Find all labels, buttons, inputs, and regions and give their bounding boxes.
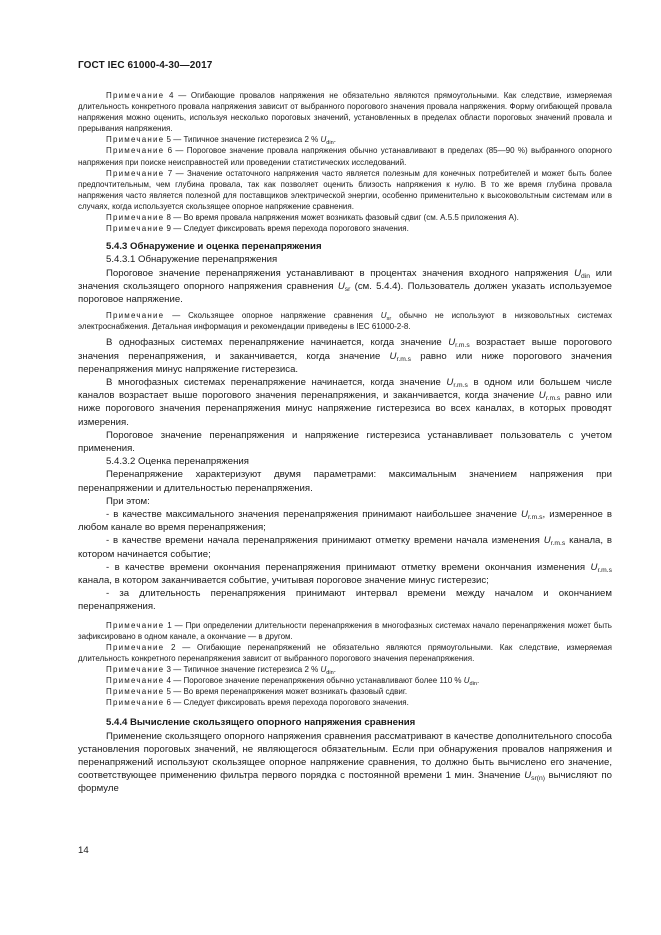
symbol-u: U (543, 535, 551, 547)
note-label: Примечание (106, 665, 165, 675)
symbol-subscript: r.m.s (396, 355, 412, 363)
symbol-u: U (320, 665, 327, 675)
list-item-max-value: - в качестве максимального значения перенапряжения принимают наибольшее значение $U_{r.m.s}$, измеренное в любом канале во время перенапряжения; (78, 509, 612, 534)
note-text: — Пороговое значение провала напряжения обычно устанавливают в пределах (85—90 %) выбранного опорного напряжения при поиске неисправностей или проведении статистических исследований. (78, 146, 612, 167)
section-heading-5-4-3: 5.4.3 Обнаружение и оценка перенапряжения (106, 241, 322, 253)
note-text: — Пороговое значение перенапряжения обычно устанавливают более 110 % (173, 676, 462, 686)
symbol-u: U (521, 509, 528, 521)
page-content (78, 90, 612, 796)
note-number: 6 (167, 146, 173, 156)
symbol-u: U (337, 280, 345, 292)
symbol-u: U (448, 337, 456, 349)
note-text: — Типичное значение гистерезиса 2 % (173, 135, 319, 145)
note-6-bottom (78, 697, 612, 708)
note-label: Примечание (106, 168, 165, 178)
subsection-heading-5-4-3-2: 5.4.3.2 Оценка перенапряжения (106, 456, 249, 468)
note-number: 2 (171, 642, 176, 652)
note-number: 3 (166, 665, 171, 675)
note-label: Примечание (106, 620, 165, 630)
note-6 (78, 145, 612, 167)
note-label: Примечание (106, 687, 165, 697)
paragraph-user-sets: Пороговое значение перенапряжения и напряжение гистерезиса устанавливает пользователь с учетом применения. (78, 429, 612, 455)
page-number: 14 (78, 845, 89, 856)
note-number: 5 (166, 687, 171, 697)
note-number: 4 (169, 91, 174, 100)
note-5: Примечание 5 — Типичное значение гистерезиса 2 % $U_{din}$. (106, 135, 336, 147)
symbol-subscript: din (326, 670, 334, 677)
symbol-u: U (463, 676, 470, 686)
symbol-u: U (590, 561, 598, 573)
note-9 (78, 223, 612, 234)
symbol-u: U (524, 770, 532, 782)
note-label: Примечание (106, 311, 165, 321)
note-number: 5 (166, 135, 171, 145)
note-label: Примечание (106, 135, 165, 145)
note-5-bottom (78, 686, 612, 697)
note-label: Примечание (106, 213, 165, 223)
paragraph-threshold: Пороговое значение перенапряжения устанавливают в процентах значения входного напряжения $U_{din}$ или значения скользящего опорного напряжения сравнения $U_{sr}$ (см. 5.4.4). Пользователь должен указать используемое пороговое напряжение. (78, 267, 613, 306)
symbol-subscript: din (469, 681, 477, 688)
note-text: — Следует фиксировать время перехода порогового значения. (173, 698, 409, 708)
note-4-bottom: Примечание 4 — Пороговое значение перенапряжения обычно устанавливают более 110 % $U_{din}$. (106, 676, 480, 688)
symbol-subscript: sr (386, 316, 392, 323)
note-sliding-reference: Примечание — Скользящее опорное напряжение сравнения $U_{sr}$ обычно не используют в низковольтных системах электроснабжения. Детальная информация и рекомендации приведены в IEC 61000-2-8. (78, 311, 612, 332)
paragraph-sliding-reference: Применение скользящего опорного напряжения сравнения рассматривают в качестве дополнительного способа установления пороговых значений, не являющегося обязательным. Если при обнаружения провалов напряжения и перенапряжений используют скользящее опорное напряжение сравнения, то должно быть вычислено его значение, соответствующее применению фильтра первого порядка с постоянной времени 1 мин. Значение $U_{sr(n)}$ вычисляют по формуле (78, 730, 612, 795)
symbol-subscript: r.m.s (597, 566, 612, 574)
note-text: — Огибающие провалов напряжения не обязательно являются прямоугольными. Как следствие, измеряемая длительность конкретного провала напряжения зависит от выбранного порогового значения провала напряжения. Форму огибающей провала напряжения можно оценить, используя несколько пороговых значений, установленных в пределах области пороговых значений провала и прерывания напряжения. (78, 91, 612, 134)
symbol-u: U (380, 311, 387, 321)
note-label: Примечание (106, 91, 165, 100)
list-item-duration: - за длительность перенапряжения принимают интервал времени между началом и окончанием перенапряжения. (78, 588, 612, 613)
section-heading-5-4-4: 5.4.4 Вычисление скользящего опорного напряжения сравнения (106, 717, 416, 729)
note-text: — Во время провала напряжения может возникать фазовый сдвиг (см. А.5.5 приложения А). (173, 213, 519, 223)
list-item-end-time: - в качестве времени окончания перенапряжения принимают отметку времени окончания изменения $U_{r.m.s}$ канала, в котором заканчивается событие, учитывая пороговое значение минус гистерезис; (78, 561, 612, 587)
note-number: 1 (167, 620, 172, 630)
note-1 (78, 620, 612, 642)
paragraph-multi-phase: В многофазных системах перенапряжение начинается, когда значение $U_{r.m.s}$ в одном или большем числе каналов возрастает выше порогового значения перенапряжения, и заканчивается, когда значение $U_{r.m.s}$ равно или ниже порогового значения перенапряжения минус напряжение гистерезиса во всех каналах, в которых проводят измерения. (78, 377, 613, 428)
note-label: Примечание (106, 146, 165, 156)
paragraph-single-phase: В однофазных системах перенапряжение начинается, когда значение $U_{r.m.s}$ возрастает выше порогового значения перенапряжения, и заканчивается, когда значение $U_{r.m.s}$ равно или ниже порогового значения перенапряжения минус напряжение гистерезиса. (78, 337, 612, 375)
symbol-u: U (574, 267, 581, 279)
note-number: 9 (166, 224, 171, 234)
note-text: — Следует фиксировать время перехода порогового значения. (173, 224, 409, 234)
paragraph-with-this: При этом: (106, 495, 150, 507)
list-item-start-time: - в качестве времени начала перенапряжения принимают отметку времени начала изменения $U_{r.m.s}$ канала, в котором начинается событие; (78, 535, 612, 560)
symbol-subscript: r.m.s (527, 514, 543, 522)
symbol-u: U (446, 377, 454, 389)
note-label: Примечание (106, 698, 165, 708)
document-header: ГОСТ IEC 61000-4-30—2017 (78, 60, 213, 71)
note-7 (78, 168, 612, 212)
symbol-subscript: din (581, 272, 590, 280)
note-4 (78, 90, 612, 134)
note-number: 7 (167, 168, 173, 178)
note-number: 6 (166, 698, 171, 708)
note-text: — Типичное значение гистерезиса 2 % (173, 665, 319, 675)
symbol-subscript: r.m.s (550, 540, 566, 548)
note-text: — Огибающие перенапряжений не обязательно являются прямоугольными. Как следствие, измеряемая длительность конкретного перенапряжения зависит от выбранного порогового значения перенапряжения. (78, 642, 612, 663)
note-2 (78, 642, 612, 664)
symbol-subscript: din (326, 140, 334, 147)
note-text: — Во время перенапряжения может возникать фазовый сдвиг. (173, 687, 408, 697)
note-label: Примечание (106, 642, 165, 652)
paragraph-characterize: Перенапряжение характеризуют двумя параметрами: максимальным значением напряжения при перенапряжении и длительностью перенапряжения. (78, 469, 612, 494)
note-number: 8 (166, 213, 171, 223)
symbol-subscript: sr(n) (531, 775, 545, 783)
symbol-subscript: sr (344, 285, 351, 293)
note-label: Примечание (106, 224, 165, 234)
symbol-subscript: r.m.s (545, 395, 561, 403)
note-text: — При определении длительности перенапряжения в многофазных системах начало перенапряжения может быть зафиксировано в одном канале, а окончание — в другом. (78, 620, 612, 641)
symbol-subscript: r.m.s (453, 382, 468, 390)
symbol-subscript: r.m.s (455, 342, 470, 350)
note-number: 4 (166, 676, 171, 686)
note-text: — Значение остаточного напряжения часто является полезным для конечных потребителей и может быть более предпочтительным, чем глубина провала, так как позволяет оценить близость напряжения к нулю. В то же время глубина провала напряжения часто является полезной для поставщиков электрической энергии, особенно применительно к высоковольтным системам или в случаях, когда используется скользящее опорное напряжение сравнения. (78, 168, 612, 211)
note-label: Примечание (106, 676, 165, 686)
symbol-u: U (389, 350, 397, 362)
subsection-heading-5-4-3-1: 5.4.3.1 Обнаружение перенапряжения (106, 254, 278, 266)
note-3: Примечание 3 — Типичное значение гистерезиса 2 % $U_{din}$. (106, 665, 336, 677)
symbol-u: U (320, 135, 327, 145)
symbol-u: U (538, 390, 546, 402)
note-8 (78, 212, 612, 223)
